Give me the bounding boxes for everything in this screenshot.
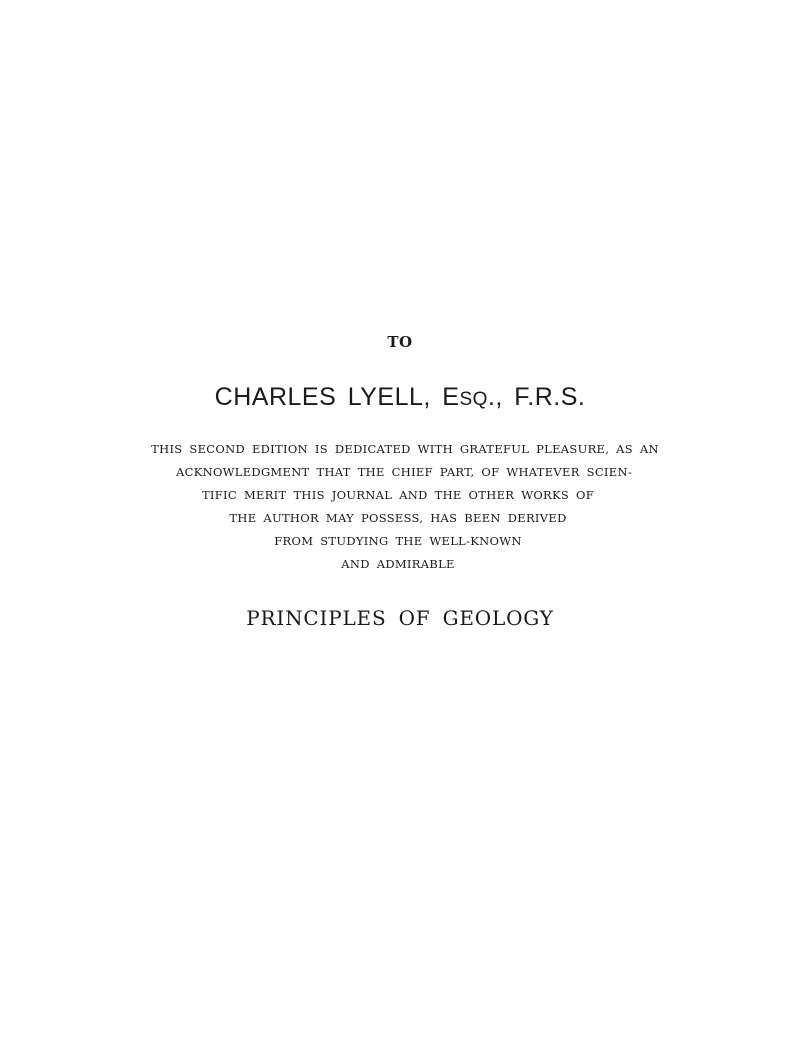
dedication-line: THIS SECOND EDITION IS DEDICATED WITH GRATEFUL PLEASURE, AS AN <box>151 442 659 456</box>
dedication-line: FROM STUDYING THE WELL-KNOWN <box>274 534 522 548</box>
book-title: PRINCIPLES OF GEOLOGY <box>246 606 554 630</box>
dedicatee-name <box>0 383 800 412</box>
dedicatee-name-smallcaps: SQ <box>459 389 488 410</box>
dedication-line: ACKNOWLEDGMENT THAT THE CHIEF PART, OF WHATEVER SCIEN- <box>175 465 633 479</box>
dedicatee-name-main: CHARLES LYELL, E <box>214 383 460 411</box>
dedication-line: AND ADMIRABLE <box>341 557 455 571</box>
dedication-line: TIFIC MERIT THIS JOURNAL AND THE OTHER WORKS OF <box>201 488 595 502</box>
dedication-to: TO <box>387 333 413 351</box>
dedicatee-name-suffix: ., F.R.S. <box>487 383 586 411</box>
dedication-line: THE AUTHOR MAY POSSESS, HAS BEEN DERIVED <box>229 511 567 525</box>
